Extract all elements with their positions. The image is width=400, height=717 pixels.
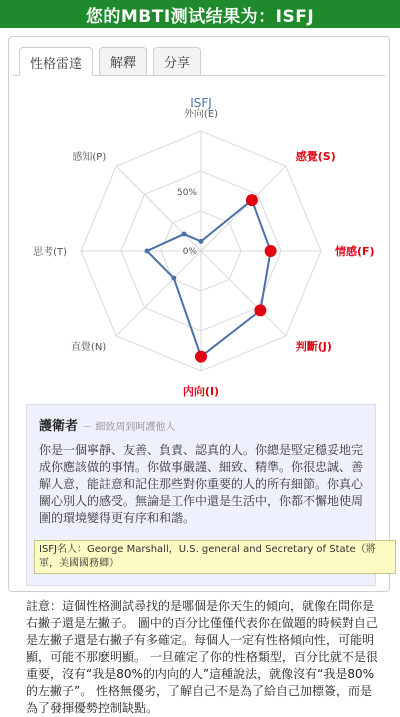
- description-subtitle: － 細致周到呵護他人: [82, 422, 176, 433]
- axis-label: 思考(T): [33, 247, 67, 258]
- radar-grid: [81, 131, 321, 371]
- result-title: 您的MBTI测试结果为：ISFJ: [85, 6, 315, 27]
- radar-point: [182, 232, 187, 237]
- ring-label-0: 0%: [182, 247, 197, 257]
- axis-label: 直覺(N): [70, 341, 107, 353]
- radar-point: [195, 351, 207, 363]
- famous-person-note: ISFJ名人：George Marshall，U.S. general and Secretary of State（將軍，美國國務卿）: [34, 540, 396, 574]
- radar-point: [171, 276, 176, 281]
- axis-label: 外向(E): [183, 109, 219, 120]
- description-title: 護衛者: [39, 419, 79, 434]
- radar-series-line: [147, 200, 271, 357]
- axis-label: 感知(P): [72, 152, 107, 164]
- radar-spoke: [201, 166, 286, 251]
- axis-label: 内向(I): [182, 385, 220, 398]
- ring-label-50: 50%: [176, 188, 197, 198]
- radar-spoke: [116, 166, 201, 251]
- disclaimer-note: 註意：這個性格測試尋找的是哪個是你天生的傾向，就像在問你是右撇子還是左撇子。 圖中的百分比僅僅代表你在做題的時候對自己是左撇子還是右撇子有多確定。每個人一定有性格傾向性，可能明顯，可能不那麽明顯。 一旦確定了你的性格類型，百分比就不是很重要，沒有“我是80%的内向的人”這種說法，就像沒有“我是80%的左撇子”。 性格無優劣，了解自己不是為了給自己加標簽，而是為了發揮優勢控制缺點。: [26, 599, 378, 715]
- tab-explanation[interactable]: 解釋: [99, 47, 147, 75]
- axis-label: 感覺(S): [295, 150, 336, 164]
- axis-label: 判斷(J): [295, 339, 332, 353]
- radar-points: [145, 194, 277, 363]
- tab-radar[interactable]: 性格雷達: [19, 47, 93, 76]
- description-heading: [39, 415, 363, 434]
- radar-chart: [9, 87, 389, 427]
- radar-point: [265, 245, 277, 257]
- tab-share[interactable]: 分享: [153, 47, 201, 75]
- axis-label: 情感(F): [335, 245, 375, 258]
- radar-point: [254, 304, 266, 316]
- radar-point: [145, 249, 150, 254]
- tab-bar: [13, 45, 385, 76]
- radar-point: [199, 239, 204, 244]
- result-header: [0, 0, 400, 28]
- description-text: 你是一個寧靜、友善、負責、認真的人。你總是堅定穩妥地完成你應該做的事情。你做事嚴謹、細致、精準。你很忠誠、善解人意，能註意和記住那些對你重要的人的所有細節。你真心關心別人的感受。無論是工作中還是生活中，你都不懈地使周圍的環境變得更有序和和諧。: [39, 443, 364, 525]
- chart-title: ISFJ: [190, 96, 212, 110]
- radar-point: [246, 194, 258, 206]
